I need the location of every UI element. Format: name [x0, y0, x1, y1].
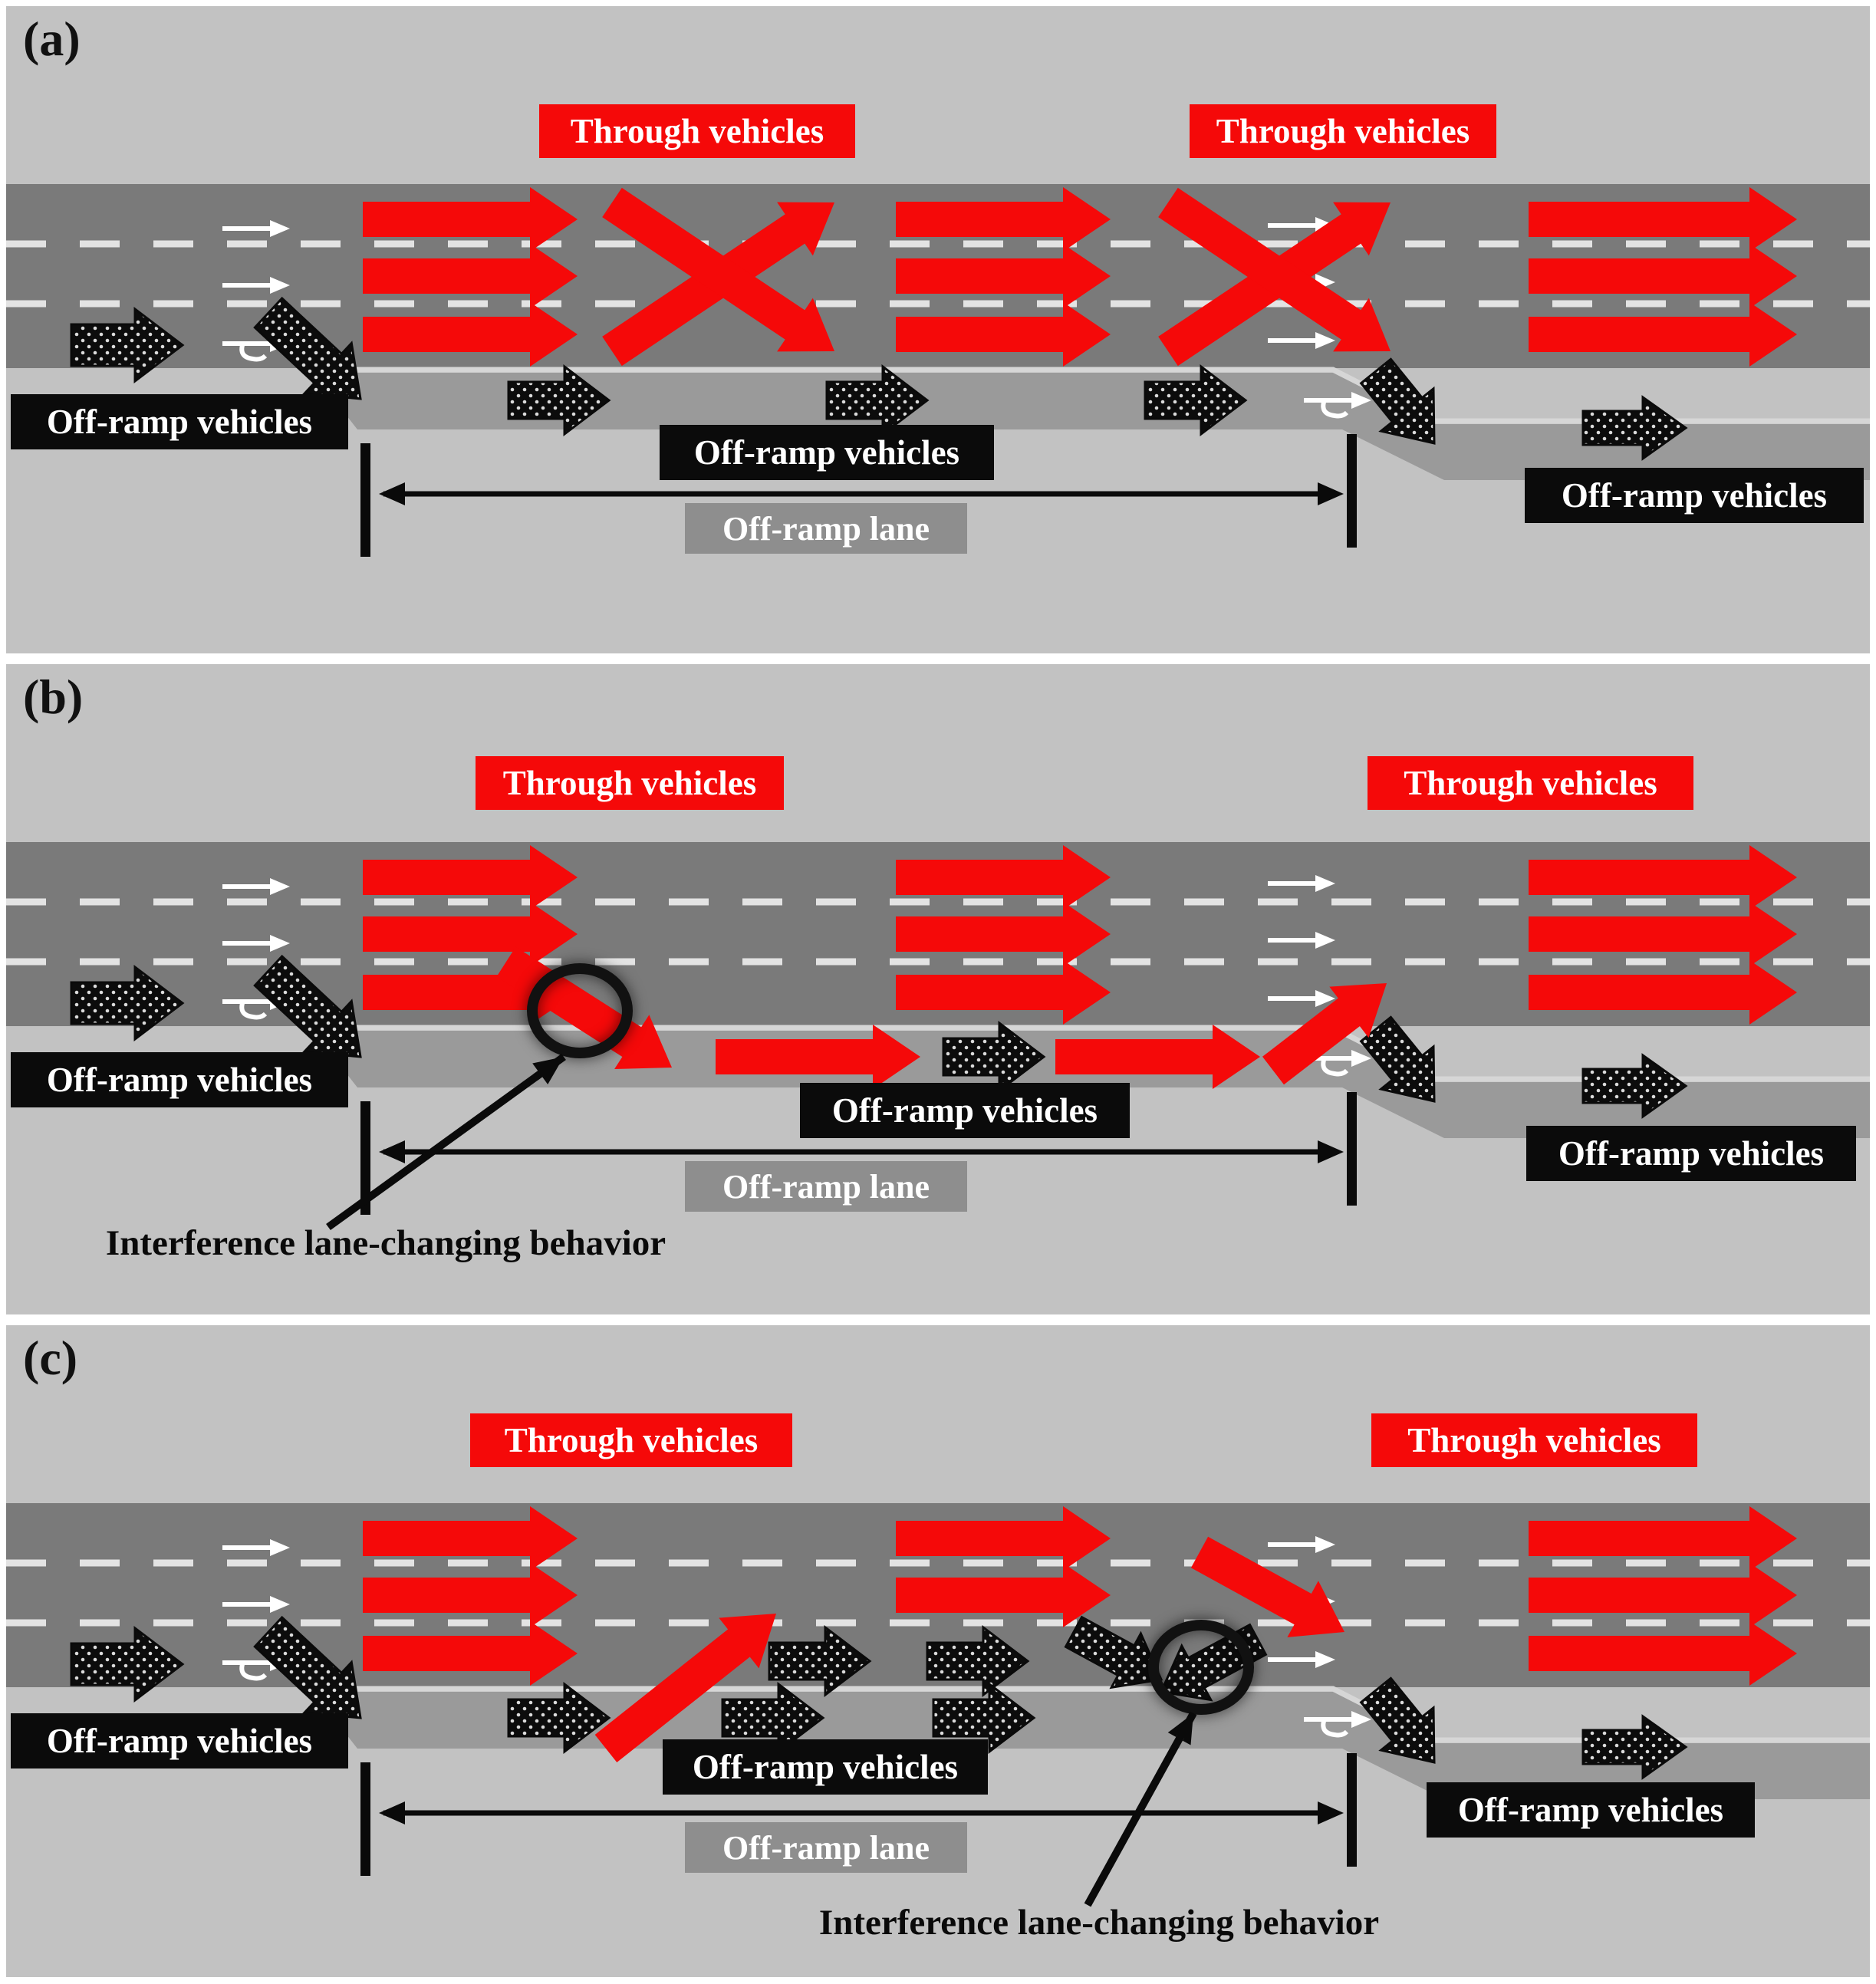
- off-ramp-vehicles-label: Off-ramp vehicles: [660, 425, 994, 480]
- panel-c: [6, 1325, 1870, 1977]
- off-ramp-lane-label: Off-ramp lane: [685, 1822, 967, 1873]
- through-vehicles-label: Through vehicles: [1368, 756, 1693, 810]
- through-vehicles-label: Through vehicles: [476, 756, 784, 810]
- through-vehicles-label: Through vehicles: [470, 1413, 792, 1467]
- measurement-tick: [1347, 434, 1357, 548]
- through-vehicles-label: Through vehicles: [539, 104, 855, 158]
- interference-annotation-text: Interference lane-changing behavior: [818, 1903, 1380, 1943]
- off-ramp-vehicles-label: Off-ramp vehicles: [1427, 1782, 1755, 1838]
- measurement-tick: [1347, 1753, 1357, 1867]
- panel-b: [6, 664, 1870, 1314]
- measurement-tick: [1347, 1092, 1357, 1206]
- off-ramp-lane-label: Off-ramp lane: [685, 1161, 967, 1212]
- off-ramp-vehicles-label: Off-ramp vehicles: [1526, 1126, 1856, 1181]
- through-vehicles-label: Through vehicles: [1190, 104, 1496, 158]
- panel-tag: (b): [23, 670, 84, 724]
- measurement-tick: [360, 1762, 370, 1876]
- dimension-extent-arrow: [379, 1140, 1344, 1163]
- off-ramp-vehicles-label: Off-ramp vehicles: [11, 394, 348, 449]
- interference-annotation-text: Interference lane-changing behavior: [105, 1223, 666, 1263]
- off-ramp-vehicles-label: Off-ramp vehicles: [11, 1052, 348, 1107]
- through-vehicles-label: Through vehicles: [1371, 1413, 1697, 1467]
- dimension-extent-arrow: [379, 482, 1344, 505]
- off-ramp-vehicles-label: Off-ramp vehicles: [663, 1739, 988, 1795]
- panel-a: [6, 6, 1870, 653]
- dimension-extent-arrow: [379, 1801, 1344, 1824]
- panel-tag: (c): [23, 1331, 78, 1385]
- off-ramp-vehicles-label: Off-ramp vehicles: [1525, 468, 1864, 523]
- off-ramp-vehicles-label: Off-ramp vehicles: [800, 1083, 1130, 1138]
- off-ramp-lane-label: Off-ramp lane: [685, 503, 967, 554]
- measurement-tick: [360, 443, 370, 557]
- panel-a-roadway-drawing: [6, 6, 1870, 653]
- off-ramp-vehicles-label: Off-ramp vehicles: [11, 1713, 348, 1768]
- panel-tag: (a): [23, 12, 81, 66]
